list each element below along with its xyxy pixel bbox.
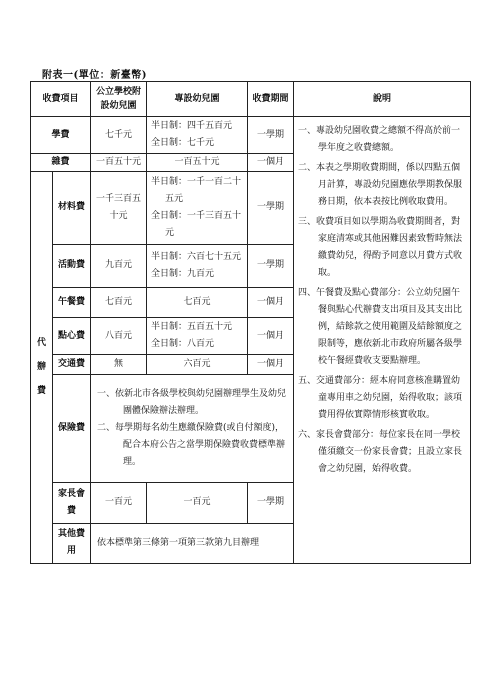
materials-full-day: 全日制：一千三百五十元 xyxy=(151,210,242,238)
note-5: 五、交通費部分：經本府同意核准購置幼童專用車之幼兒園，始得收取；該項費用得依實際情形核實收取。 xyxy=(298,376,463,421)
activity-label: 活動費 xyxy=(53,244,91,287)
parents-fee-public: 一百元 xyxy=(91,483,147,523)
materials-half-day: 半日制：一千一百二十五元 xyxy=(151,176,242,204)
activity-nonprofit xyxy=(147,244,248,287)
parents-fee-nonprofit: 一百元 xyxy=(147,483,248,523)
parents-fee-period: 一學期 xyxy=(248,483,294,523)
materials-public: 一千三百五十元 xyxy=(91,171,147,244)
header-public: 公立學校附設幼兒園 xyxy=(91,82,147,117)
parents-fee-label: 家長會費 xyxy=(53,483,91,523)
header-period: 收費期間 xyxy=(248,82,294,117)
snack-label: 點心費 xyxy=(53,318,91,354)
tuition-half-day: 半日制：四千五百元 xyxy=(151,121,233,132)
insurance-detail xyxy=(91,375,294,483)
lunch-period: 一個月 xyxy=(248,288,294,318)
other-fee-label: 其他費用 xyxy=(53,523,91,563)
activity-period: 一學期 xyxy=(248,244,294,287)
misc-label: 雜費 xyxy=(31,153,91,171)
header-nonprofit: 專設幼兒園 xyxy=(147,82,248,117)
insurance-item-1: 一、依新北市各級學校與幼兒園辦理學生及幼兒團體保險辦法辦理。 xyxy=(97,389,287,417)
activity-public: 九百元 xyxy=(91,244,147,287)
note-2: 二、本表之學期收費期間，係以四點五個月計算，專設幼兒園應依學期教保服務日期，依本表按比例收取費用。 xyxy=(298,163,463,208)
insurance-label: 保險費 xyxy=(53,375,91,483)
notes-cell xyxy=(294,117,471,564)
other-fee-text: 依本標準第三條第一項第三款第九目辦理 xyxy=(91,523,294,563)
misc-nonprofit: 一百五十元 xyxy=(147,153,248,171)
snack-public: 八百元 xyxy=(91,318,147,354)
lunch-public: 七百元 xyxy=(91,288,147,318)
misc-public: 一百五十元 xyxy=(91,153,147,171)
row-tuition xyxy=(31,117,471,153)
collected-fees-label xyxy=(31,171,53,563)
note-1: 一、專設幼兒園收費之總額不得高於前一學年度之收費總額。 xyxy=(298,126,461,154)
snack-period: 一個月 xyxy=(248,318,294,354)
transport-public: 無 xyxy=(91,354,147,374)
transport-nonprofit: 六百元 xyxy=(147,354,248,374)
collected-fees-text: 代辦費 xyxy=(36,338,46,397)
tuition-nonprofit xyxy=(147,117,248,153)
activity-half-day: 半日制：六百七十五元 xyxy=(151,251,242,262)
lunch-label: 午餐費 xyxy=(53,288,91,318)
note-3: 三、收費項目如以學期為收費期間者，對家庭清寒或其他困難因素致暫時無法繳費幼兒，得酌予同意以月費方式收取。 xyxy=(298,217,463,279)
lunch-nonprofit: 七百元 xyxy=(147,288,248,318)
note-6: 六、家長會費部分：每位家長在同一學校僅須繳交一份家長會費；且設立家長會之幼兒園，始得收費。 xyxy=(298,430,463,475)
transport-period: 一個月 xyxy=(248,354,294,374)
tuition-period: 一學期 xyxy=(248,117,294,153)
transport-label: 交通費 xyxy=(53,354,91,374)
table-caption: 附表一(單位：新臺幣) xyxy=(42,70,147,81)
snack-full-day: 全日制：八百元 xyxy=(151,339,215,350)
header-row xyxy=(31,82,471,117)
header-item: 收費項目 xyxy=(31,82,91,117)
materials-nonprofit xyxy=(147,171,248,244)
note-4: 四、午餐費及點心費部分：公立幼兒園午餐與點心代辦費支出項目及其支出比例，結餘款之使用範圍及結餘額度之限制等，應依新北市政府所屬各級學校午餐經費收支要點辦理。 xyxy=(298,288,463,367)
misc-period: 一個月 xyxy=(248,153,294,171)
snack-half-day: 半日制：五百五十元 xyxy=(151,322,233,333)
snack-nonprofit xyxy=(147,318,248,354)
tuition-public: 七千元 xyxy=(91,117,147,153)
materials-period: 一學期 xyxy=(248,171,294,244)
activity-full-day: 全日制：九百元 xyxy=(151,268,215,279)
header-notes: 說明 xyxy=(294,82,471,117)
tuition-full-day: 全日制：七千元 xyxy=(151,138,215,149)
insurance-item-2: 二、每學期每名幼生應繳保險費(或自付額度)，配合本府公告之當學期保險費收費標準辦理。 xyxy=(97,423,286,468)
tuition-label: 學費 xyxy=(31,117,91,153)
fee-standard-table xyxy=(30,81,471,564)
materials-label: 材料費 xyxy=(53,171,91,244)
